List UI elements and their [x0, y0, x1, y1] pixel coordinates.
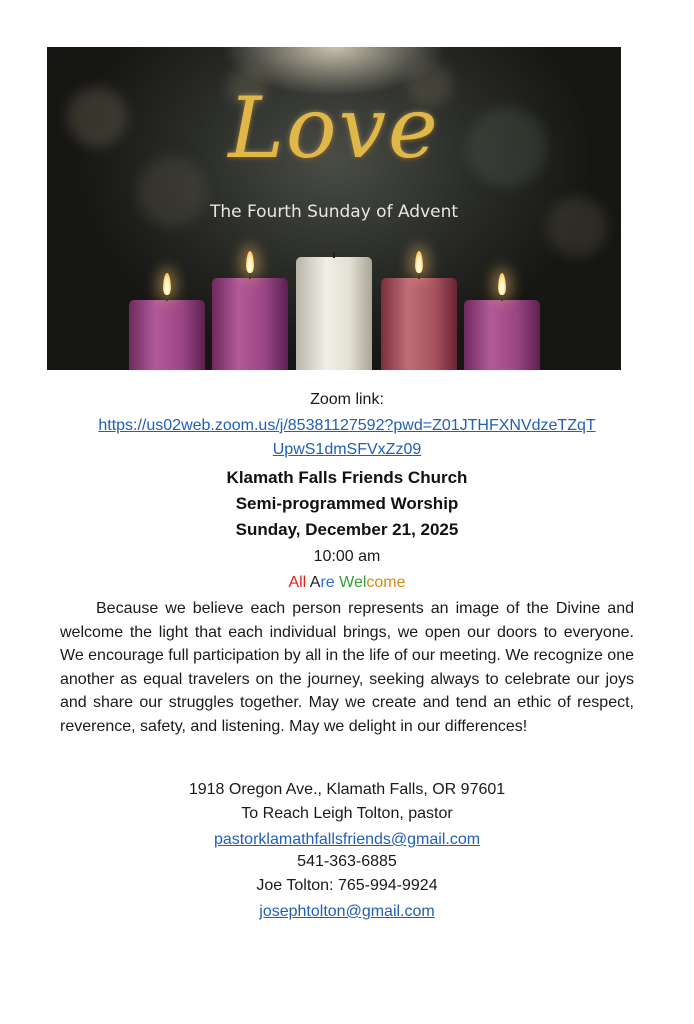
- purple-candle-1: [129, 300, 205, 370]
- welcome-part: e: [325, 574, 340, 591]
- joe-contact: Joe Tolton: 765-994-9924: [256, 877, 438, 894]
- welcome-statement: Because we believe each person represents an image of the Divine and welcome the light that each individual brings, we open our doors to everyone. We encourage full participation by all in the life of our meeting. We recognize one another as equal travelers on the journey, seeking always to celebrate our joys and share our struggles together. May we create and tend an ethic of respect, reverence, safety, and listening. May we delight in our differences!: [60, 600, 634, 735]
- zoom-label: Zoom link:: [310, 391, 384, 408]
- welcome-part: r: [320, 574, 326, 591]
- purple-candle-3: [464, 300, 540, 370]
- welcome-part: A: [288, 574, 300, 591]
- worship-type: Semi-programmed Worship: [235, 494, 459, 513]
- service-time: 10:00 am: [313, 548, 381, 565]
- service-date: Sunday, December 21, 2025: [235, 520, 459, 539]
- reach-pastor-label: To Reach Leigh Tolton, pastor: [241, 805, 453, 822]
- welcome-part: ll: [299, 574, 310, 591]
- rose-candle: [381, 278, 457, 370]
- joe-email-link[interactable]: josephtolton@gmail.com: [259, 903, 435, 920]
- pastor-email-link[interactable]: pastorklamathfallsfriends@gmail.com: [213, 831, 481, 848]
- welcome-part: Wel: [339, 574, 367, 591]
- church-name: Klamath Falls Friends Church: [226, 468, 468, 487]
- advent-banner-image: [47, 47, 621, 370]
- church-address: 1918 Oregon Ave., Klamath Falls, OR 97601: [188, 781, 506, 798]
- pastor-phone: 541-363-6885: [297, 853, 397, 870]
- white-christ-candle: [296, 257, 372, 370]
- welcome-part: come: [366, 574, 406, 591]
- banner-subtitle: The Fourth Sunday of Advent: [209, 202, 459, 222]
- zoom-link-line2[interactable]: UpwS1dmSFVxZz09: [272, 441, 422, 458]
- purple-candle-2: [212, 278, 288, 370]
- all-are-welcome: [0, 572, 694, 592]
- zoom-link-line1[interactable]: https://us02web.zoom.us/j/85381127592?pwd=Z01JTHFXNVdzeTZqT: [98, 417, 596, 434]
- banner-word-love: Love: [228, 79, 440, 177]
- welcome-part: A: [309, 574, 321, 591]
